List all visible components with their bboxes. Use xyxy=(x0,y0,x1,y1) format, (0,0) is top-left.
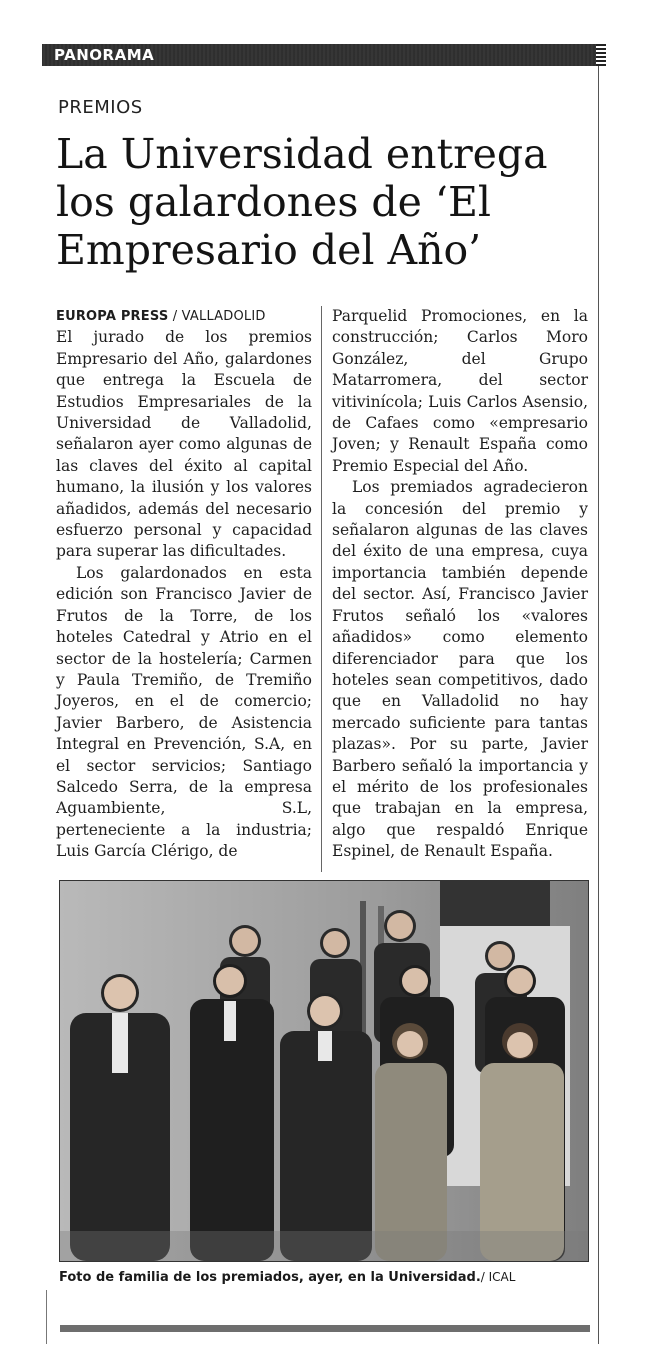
byline-location: VALLADOLID xyxy=(181,309,266,324)
article-paragraph-1: El jurado de los premios Empresario del Año, galardones que entrega la Escuela de Estudios Empresariales de la Universidad de Valladolid, señalaron ayer como algunas de las claves del éxito al capital humano, la ilusión y los valores añadidos, además del necesario esfuerzo personal y capacidad para superar las dificultades. xyxy=(56,328,312,561)
article-paragraph-2-continued: Parquelid Promociones, en la construcción; Carlos Moro González, del Grupo Matarromera, del sector vitivinícola; Luis Carlos Asensio, de Cafaes como «empresario Joven; y Renault España como Premio Especial del Año. xyxy=(332,307,588,475)
article-headline xyxy=(56,130,596,274)
article-kicker: PREMIOS xyxy=(58,97,143,118)
article-byline xyxy=(56,306,312,327)
section-header-bar xyxy=(42,44,598,66)
column-divider xyxy=(321,306,322,872)
headline-line: La Universidad entrega xyxy=(56,130,548,178)
page-left-rule xyxy=(46,1290,47,1344)
byline-separator: / xyxy=(168,309,182,324)
article-paragraph-2: Los galardonados en esta edición son Francisco Javier de Frutos de la Torre, de los hoteles Catedral y Atrio en el sector de la hostelería; Carmen y Paula Tremiño, de Tremiño Joyeros, en el de comercio; Javier Barbero, de Asistencia Integral en Prevención, S.A, en el sector servicios; Santiago Salcedo Serra, de la empresa Aguambiente, S.L, perteneciente a la industria; Luis García Clérigo, de xyxy=(56,563,312,861)
headline-line: los galardones de ‘El xyxy=(56,178,492,226)
byline-agency: EUROPA PRESS xyxy=(56,309,169,324)
photo-caption-text: Foto de familia de los premiados, ayer, en la Universidad. xyxy=(59,1270,481,1285)
group-photo xyxy=(59,880,589,1262)
article-column-2 xyxy=(332,306,588,863)
page-right-rule xyxy=(598,44,599,1344)
headline-line: Empresario del Año’ xyxy=(56,226,482,274)
section-bar-edge-mark xyxy=(596,44,606,66)
bottom-decorative-bar xyxy=(60,1325,590,1332)
photo-credit: / ICAL xyxy=(480,1270,516,1284)
photo-caption xyxy=(59,1270,515,1285)
group-photo-illustration xyxy=(60,881,588,1261)
article-column-1 xyxy=(56,306,312,863)
section-label: PANORAMA xyxy=(54,46,155,64)
article-paragraph-3: Los premiados agradecieron la concesión del premio y señalaron algunas de las claves del éxito de una empresa, cuya importancia también depende del sector. Así, Francisco Javier Frutos señaló los «valores añadidos» como elemento diferenciador para que los hoteles sean competitivos, dado que en Valladolid no hay mercado suficiente para tantas plazas». Por su parte, Javier Barbero señaló la importancia y el mérito de los profesionales que trabajan en la empresa, algo que respaldó Enrique Espinel, de Renault España. xyxy=(332,478,588,861)
